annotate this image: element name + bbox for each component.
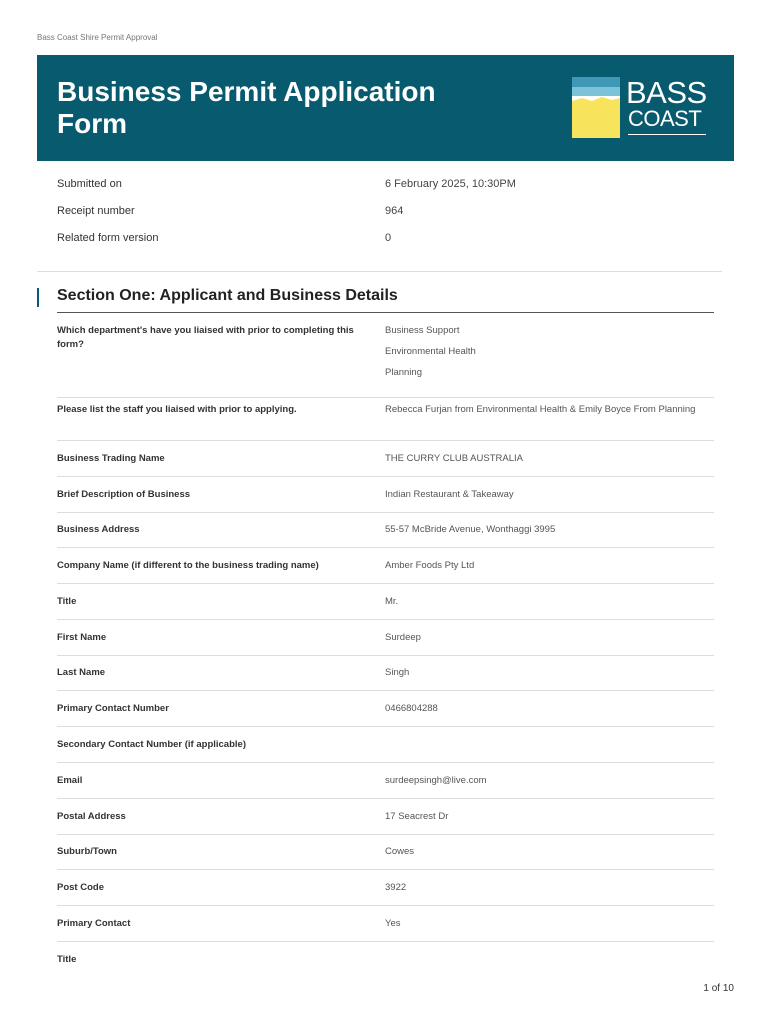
field-row-company-name (57, 548, 714, 584)
field-values (385, 324, 714, 387)
field-row-email (57, 763, 714, 799)
field-values (385, 488, 714, 509)
field-label: Title (57, 954, 77, 965)
field-values (385, 403, 714, 424)
field-label: Company Name (if different to the business trading name) (57, 560, 319, 571)
field-value: 55-57 McBride Avenue, Wonthaggi 3995 (385, 524, 556, 535)
logo-emblem-icon (572, 77, 620, 138)
meta-row-form-version (57, 232, 657, 252)
field-label: Last Name (57, 667, 106, 678)
meta-label: Submitted on (57, 178, 122, 190)
field-values (385, 631, 714, 652)
field-row-staff (57, 398, 714, 441)
section-title: Section One: Applicant and Business Details (57, 287, 398, 304)
field-label: Business Address (57, 524, 140, 535)
field-value: 0466804288 (385, 703, 438, 714)
field-values (385, 702, 714, 723)
meta-value: 964 (385, 205, 404, 217)
logo-text-coast: COAST (628, 106, 702, 131)
logo-text-bass: BASS (626, 75, 707, 110)
field-values (385, 845, 714, 866)
meta-value: 6 February 2025, 10:30PM (385, 178, 516, 190)
field-value: Yes (385, 918, 401, 929)
field-row-postal-address (57, 799, 714, 835)
field-values (385, 452, 714, 473)
field-label: Secondary Contact Number (if applicable) (57, 739, 246, 750)
meta-value: 0 (385, 232, 392, 244)
meta-row-submitted (57, 178, 657, 198)
field-row-primary-contact (57, 906, 714, 942)
running-header: Bass Coast Shire Permit Approval (37, 33, 158, 42)
field-value: Surdeep (385, 632, 421, 643)
field-label: Title (57, 596, 77, 607)
page-title: Business Permit Application Form (57, 76, 436, 139)
meta-label: Related form version (57, 232, 159, 244)
meta-row-receipt (57, 205, 657, 225)
bass-coast-logo (572, 77, 712, 139)
field-value: Planning (385, 367, 422, 378)
page-number: 1 of 10 (703, 983, 734, 994)
field-label: Business Trading Name (57, 453, 165, 464)
field-row-business-address (57, 513, 714, 548)
field-row-last-name (57, 656, 714, 691)
field-label: Primary Contact (57, 918, 131, 929)
field-row-secondary-contact-number (57, 727, 714, 763)
field-row-description (57, 477, 714, 513)
divider (37, 271, 722, 272)
field-values (385, 523, 714, 544)
field-value: Environmental Health (385, 346, 476, 357)
field-value: Rebecca Furjan from Environmental Health & Emily Boyce From Planning (385, 404, 696, 415)
field-values (385, 774, 714, 795)
field-label: Suburb/Town (57, 846, 117, 857)
field-values (385, 917, 714, 938)
section-accent-bar (37, 288, 39, 307)
field-label: Primary Contact Number (57, 703, 169, 714)
field-row-suburb (57, 835, 714, 870)
field-value: Amber Foods Pty Ltd (385, 560, 475, 571)
meta-label: Receipt number (57, 205, 135, 217)
field-values (385, 666, 714, 687)
field-row-departments (57, 313, 714, 398)
field-label: First Name (57, 632, 107, 643)
field-label: Please list the staff you liaised with prior to applying. (57, 404, 297, 415)
field-row-primary-contact-number (57, 691, 714, 727)
field-row-title (57, 584, 714, 620)
field-label: Email (57, 775, 83, 786)
field-value: THE CURRY CLUB AUSTRALIA (385, 453, 523, 464)
field-value: Mr. (385, 596, 399, 607)
field-value: Cowes (385, 846, 415, 857)
field-values (385, 559, 714, 580)
field-row-title-2 (57, 942, 714, 972)
field-value: surdeepsingh@live.com (385, 775, 487, 786)
title-banner (37, 55, 734, 161)
field-row-trading-name (57, 441, 714, 477)
field-value: Business Support (385, 325, 460, 336)
field-value: Singh (385, 667, 410, 678)
field-value: 17 Seacrest Dr (385, 811, 449, 822)
field-values (385, 881, 714, 902)
field-label: Brief Description of Business (57, 489, 191, 500)
field-values (385, 810, 714, 831)
logo-underline (628, 134, 706, 135)
field-label: Which department's have you liaised with prior to completing this form? (57, 325, 354, 350)
field-value: Indian Restaurant & Takeaway (385, 489, 514, 500)
field-row-post-code (57, 870, 714, 906)
field-label: Post Code (57, 882, 104, 893)
field-values (385, 595, 714, 616)
field-value: 3922 (385, 882, 407, 893)
field-row-first-name (57, 620, 714, 656)
field-label: Postal Address (57, 811, 126, 822)
